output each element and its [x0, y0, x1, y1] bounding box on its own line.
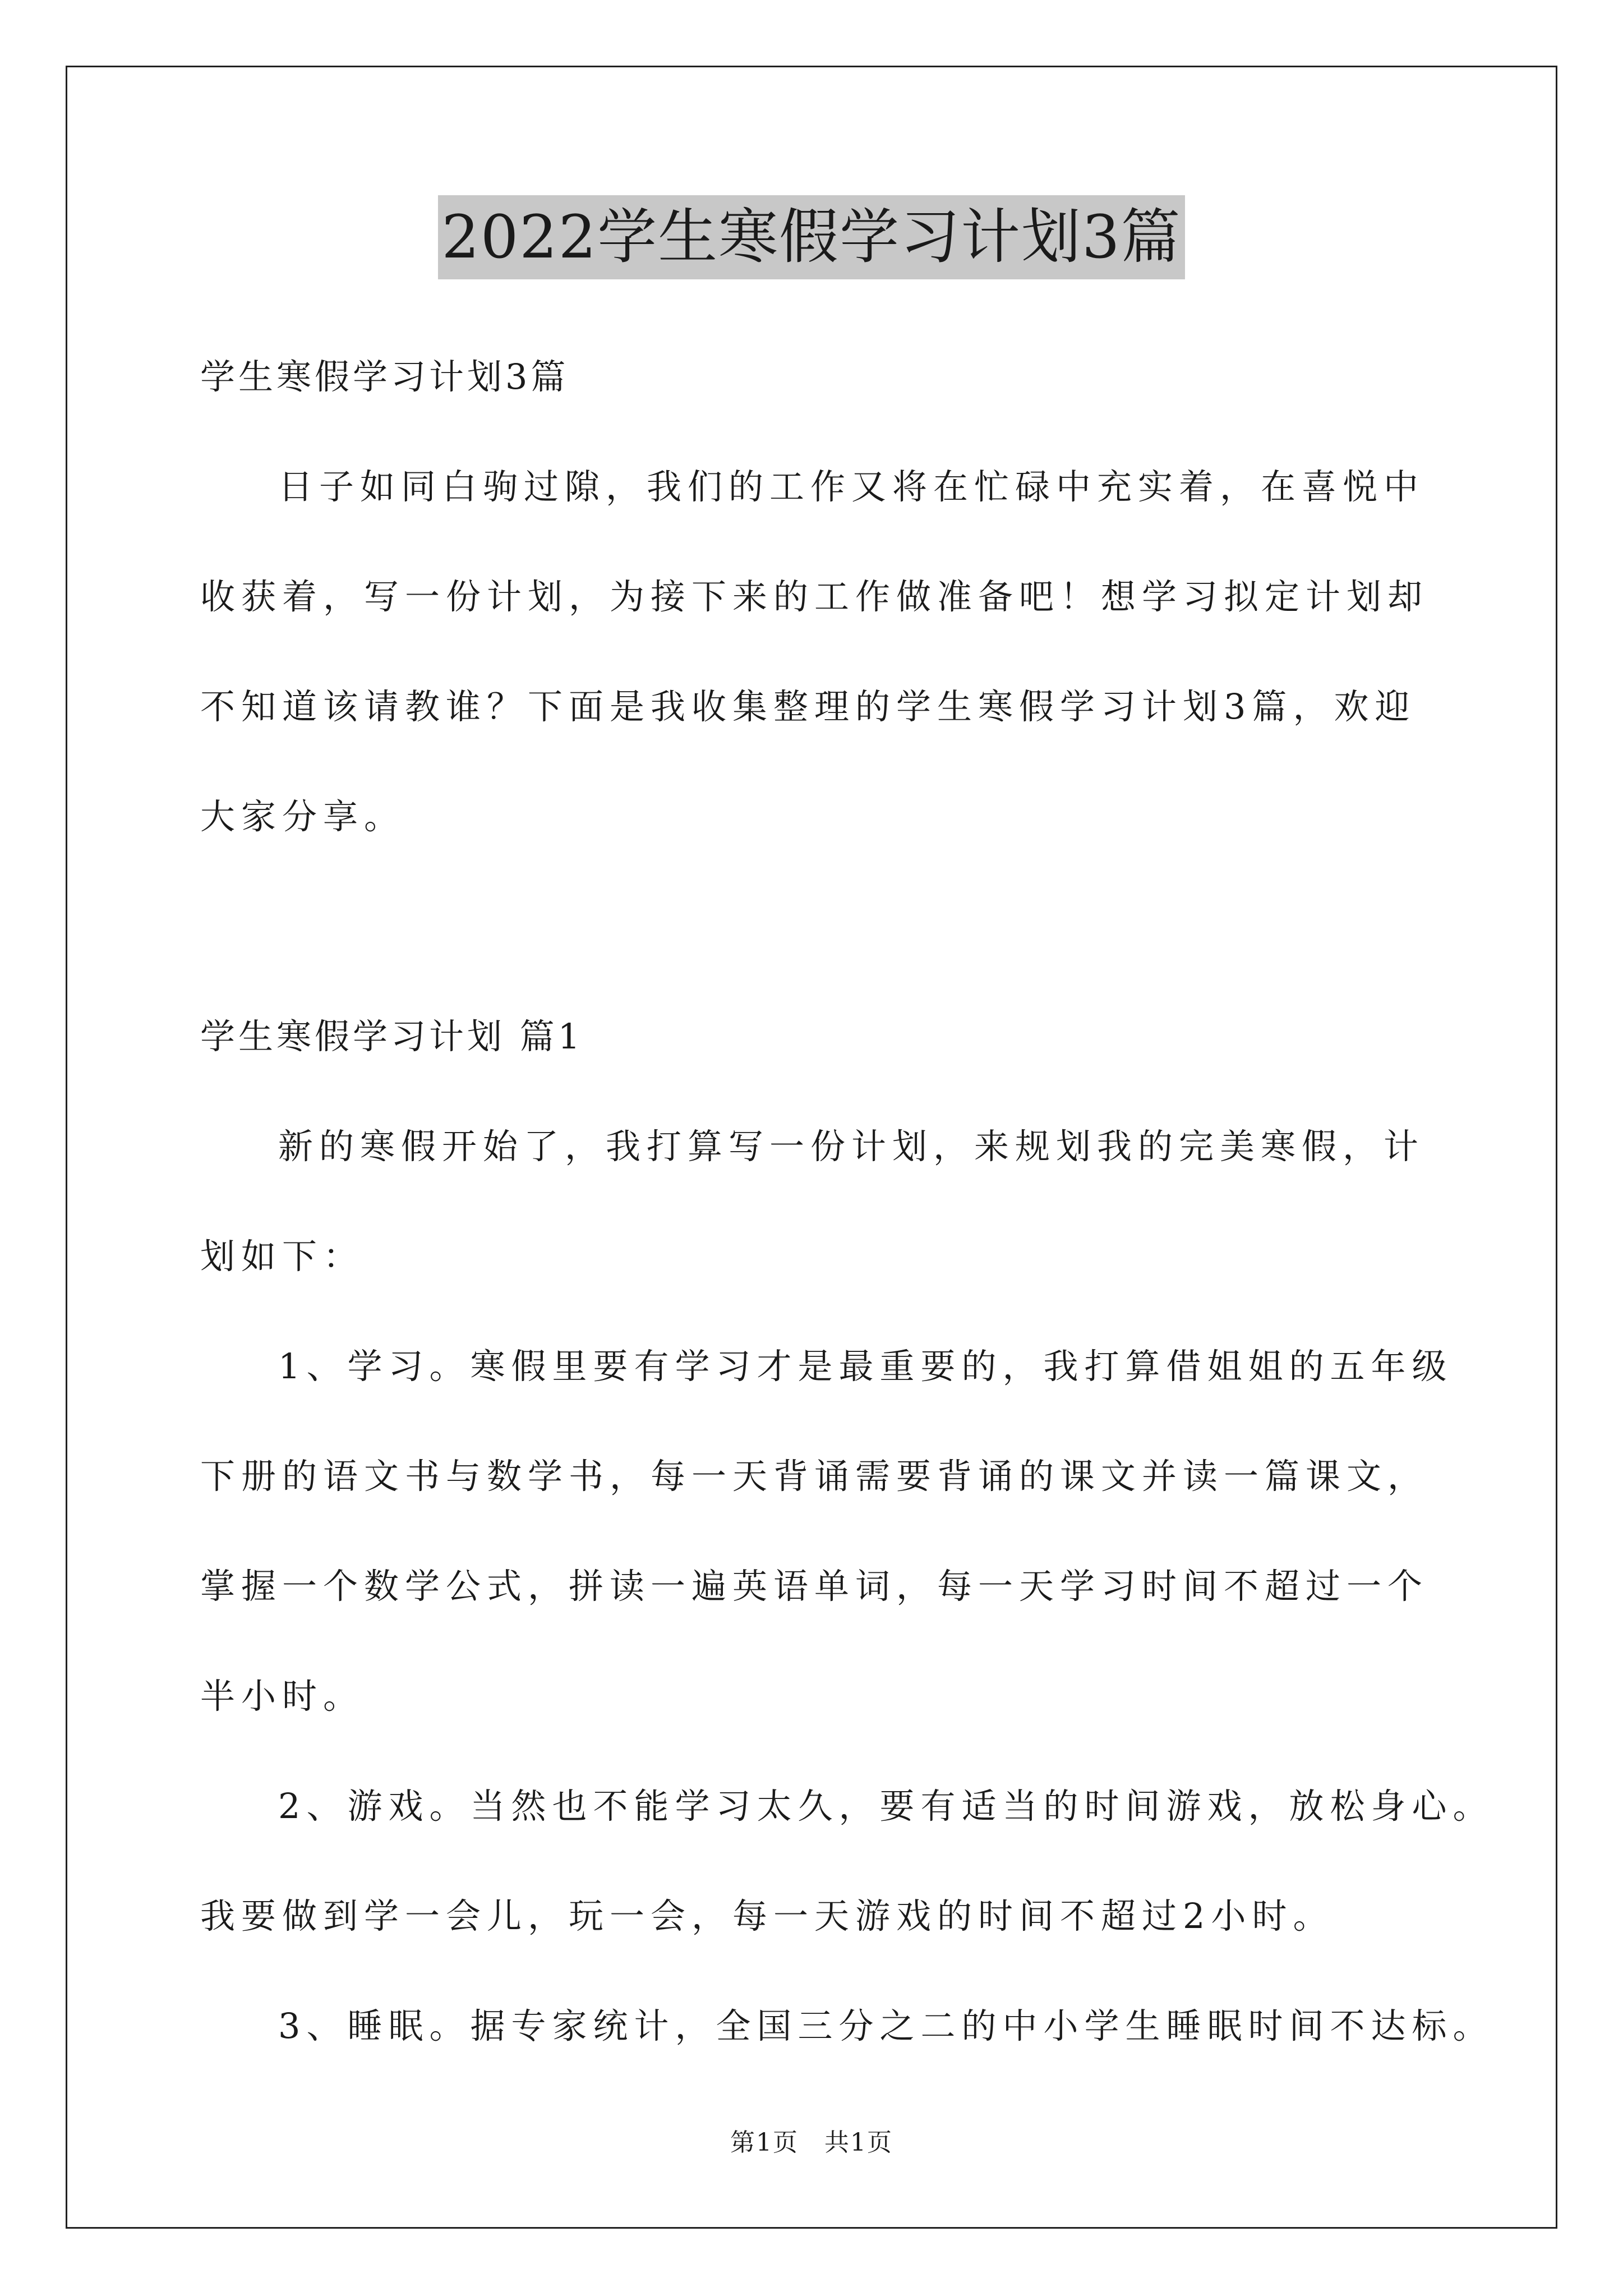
document-title-text: 2022学生寒假学习计划3篇 [438, 195, 1184, 279]
document-subtitle: 学生寒假学习计划3篇 [200, 356, 569, 397]
section-line-9: 3、睡眠。据专家统计，全国三分之二的中小学生睡眠时间不达标。 [278, 2005, 1494, 2046]
section-line-7: 2、游戏。当然也不能学习太久，要有适当的时间游戏，放松身心。 [278, 1786, 1494, 1826]
section-line-2: 划如下： [200, 1236, 365, 1277]
section-line-4: 下册的语文书与数学书，每一天背诵需要背诵的课文并读一篇课文， [200, 1456, 1429, 1497]
intro-line-1: 日子如同白驹过隙，我们的工作又将在忙碌中充实着，在喜悦中 [278, 466, 1425, 507]
intro-line-3: 不知道该请教谁？下面是我收集整理的学生寒假学习计划3篇，欢迎 [200, 686, 1416, 727]
section-heading: 学生寒假学习计划 篇1 [200, 1016, 584, 1057]
section-line-6: 半小时。 [200, 1676, 365, 1717]
page-footer: 第1页 共1页 [730, 2128, 893, 2157]
section-line-8: 我要做到学一会儿，玩一会，每一天游戏的时间不超过2小时。 [200, 1895, 1334, 1936]
section-line-5: 掌握一个数学公式，拼读一遍英语单词，每一天学习时间不超过一个 [200, 1566, 1429, 1607]
intro-line-4: 大家分享。 [200, 796, 405, 837]
intro-line-2: 收获着，写一份计划，为接下来的工作做准备吧！想学习拟定计划却 [200, 576, 1429, 617]
section-line-1: 新的寒假开始了，我打算写一份计划，来规划我的完美寒假，计 [278, 1126, 1425, 1167]
section-line-3: 1、学习。寒假里要有学习才是最重要的，我打算借姐姐的五年级 [278, 1346, 1453, 1387]
document-title [0, 195, 1623, 279]
